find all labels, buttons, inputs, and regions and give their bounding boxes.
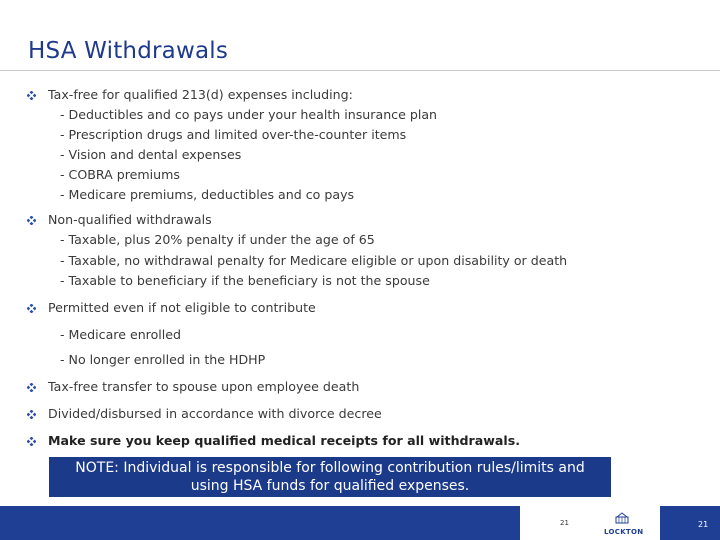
- footer-logo-panel: [520, 506, 660, 540]
- note-box: [49, 457, 611, 497]
- bullet-item-text: Tax-free transfer to spouse upon employee death: [48, 379, 360, 394]
- sub-item-text: - Taxable, no withdrawal penalty for Medicare eligible or upon disability or death: [60, 253, 568, 268]
- bullet-item-text: Tax-free for qualified 213(d) expenses including:: [48, 87, 353, 102]
- sub-item-text: - Medicare enrolled: [60, 327, 182, 342]
- sub-item-text: - Taxable, plus 20% penalty if under the age of 65: [60, 232, 375, 247]
- page-number: 21: [698, 520, 709, 529]
- diamond-bullet-icon: [27, 437, 36, 446]
- logo-wordmark: LOCKTON: [604, 528, 644, 536]
- sub-item-text: - Vision and dental expenses: [60, 147, 242, 162]
- sub-item-text: - Deductibles and co pays under your health insurance plan: [60, 107, 438, 122]
- note-line-2: using HSA funds for qualified expenses.: [190, 478, 470, 494]
- sub-item-text: - COBRA premiums: [60, 167, 180, 182]
- diamond-bullet-icon: [27, 91, 36, 100]
- bullet-item-text: Divided/disbursed in accordance with divorce decree: [48, 406, 382, 421]
- sub-item-text: - Medicare premiums, deductibles and co pays: [60, 187, 355, 202]
- bullet-item-text: Make sure you keep qualified medical receipts for all withdrawals.: [48, 433, 520, 448]
- bullet-item-text: Permitted even if not eligible to contribute: [48, 300, 316, 315]
- diamond-bullet-icon: [27, 383, 36, 392]
- bullet-item-text: Non-qualified withdrawals: [48, 212, 212, 227]
- lockton-logo-icon: [615, 512, 629, 524]
- footer-bar: [0, 506, 720, 540]
- footer-inner-page-number: 21: [560, 519, 569, 527]
- note-line-1: NOTE: Individual is responsible for following contribution rules/limits and: [75, 460, 585, 476]
- sub-item-text: - Prescription drugs and limited over-the-counter items: [60, 127, 407, 142]
- diamond-bullet-icon: [27, 304, 36, 313]
- diamond-bullet-icon: [27, 216, 36, 225]
- title-divider: [0, 70, 720, 71]
- diamond-bullet-icon: [27, 410, 36, 419]
- sub-item-text: - Taxable to beneficiary if the beneficiary is not the spouse: [60, 273, 430, 288]
- sub-item-text: - No longer enrolled in the HDHP: [60, 352, 266, 367]
- page-title: HSA Withdrawals: [28, 38, 229, 64]
